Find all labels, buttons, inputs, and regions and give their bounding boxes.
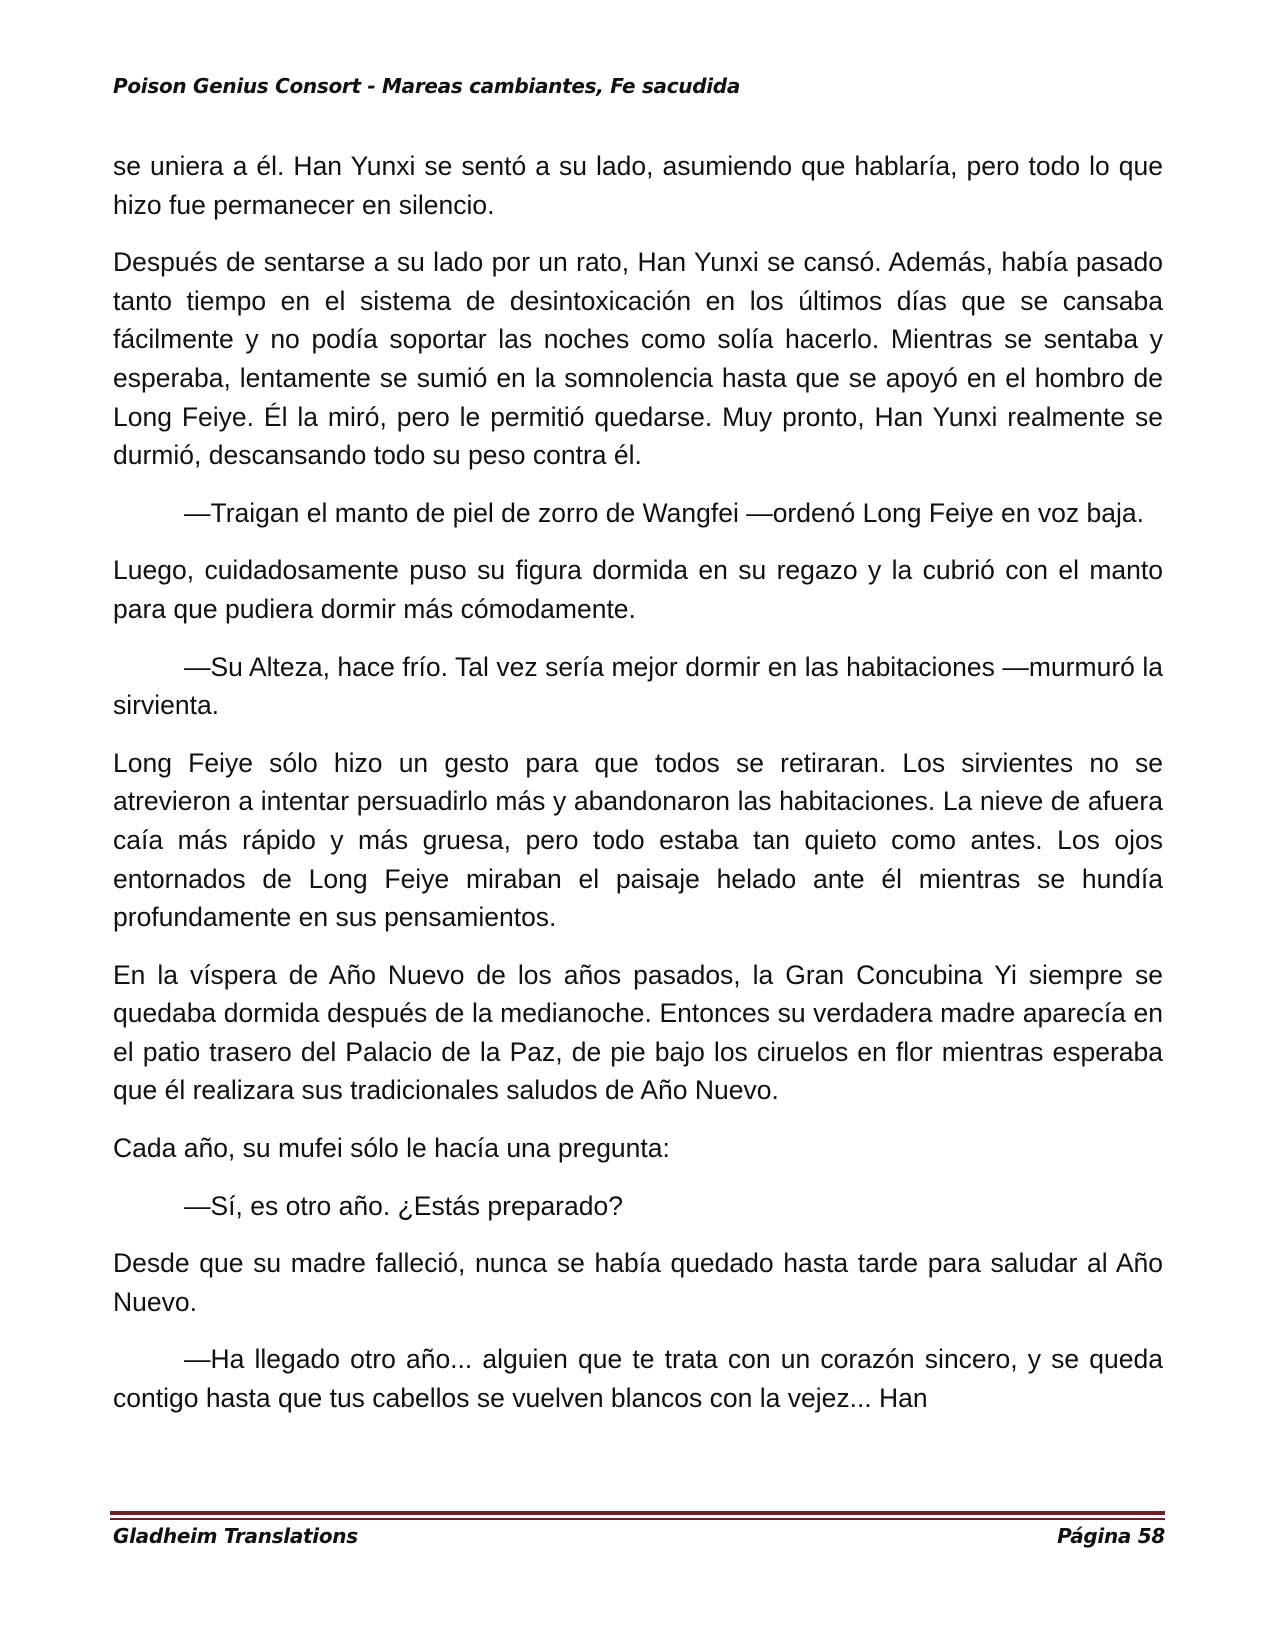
- dialogue-paragraph: —Su Alteza, hace frío. Tal vez sería mejor dormir en las habitaciones —murmuró la sirvienta.: [113, 651, 1163, 721]
- paragraph: Después de sentarse a su lado por un rato, Han Yunxi se cansó. Además, había pasado tanto tiempo en el sistema de desintoxicación en los últimos días que se cansaba fácilmente y no podía soportar las noches como solía hacerlo. Mientras se sentaba y esperaba, lentamente se sumió en la somnolencia hasta que se apoyó en el hombro de Long Feiye. Él la miró, pero le permitió quedarse. Muy pronto, Han Yunxi realmente se durmió, descansando todo su peso contra él.: [113, 247, 1163, 471]
- paragraph: Desde que su madre falleció, nunca se había quedado hasta tarde para saludar al Año Nuevo.: [113, 1248, 1163, 1317]
- paragraph: En la víspera de Año Nuevo de los años pasados, la Gran Concubina Yi siempre se quedaba dormida después de la medianoche. Entonces su verdadera madre aparecía en el patio trasero del Palacio de la Paz, de pie bajo los ciruelos en flor mientras esperaba que él realizara sus tradicionales saludos de Año Nuevo.: [113, 959, 1163, 1106]
- paragraph: se uniera a él. Han Yunxi se sentó a su lado, asumiendo que hablaría, pero todo lo que hizo fue permanecer en silencio.: [113, 151, 1163, 220]
- footer-publisher: Gladheim Translations: [113, 1524, 358, 1548]
- page-header-title: Poison Genius Consort - Mareas cambiantes, Fe sacudida: [113, 74, 741, 98]
- footer-page-number: Página 58: [1057, 1524, 1165, 1548]
- paragraph: Luego, cuidadosamente puso su figura dormida en su regazo y la cubrió con el manto para que pudiera dormir más cómodamente.: [113, 555, 1163, 624]
- dialogue-paragraph: —Traigan el manto de piel de zorro de Wangfei —ordenó Long Feiye en voz baja.: [184, 497, 1144, 528]
- footer-divider-thin: [110, 1518, 1165, 1520]
- dialogue-paragraph: —Ha llegado otro año... alguien que te trata con un corazón sincero, y se queda contigo hasta que tus cabellos se vuelven blancos con la vejez... Han: [113, 1344, 1163, 1414]
- paragraph: Cada año, su mufei sólo le hacía una pregunta:: [113, 1133, 670, 1164]
- dialogue-paragraph: —Sí, es otro año. ¿Estás preparado?: [184, 1190, 623, 1221]
- paragraph: Long Feiye sólo hizo un gesto para que todos se retiraran. Los sirvientes no se atrevieron a intentar persuadirlo más y abandonaron las habitaciones. La nieve de afuera caía más rápido y más gruesa, pero todo estaba tan quieto como antes. Los ojos entornados de Long Feiye miraban el paisaje helado ante él mientras se hundía profundamente en sus pensamientos.: [113, 747, 1163, 933]
- body-text: [113, 147, 1163, 1437]
- footer-divider-thick: [110, 1511, 1165, 1515]
